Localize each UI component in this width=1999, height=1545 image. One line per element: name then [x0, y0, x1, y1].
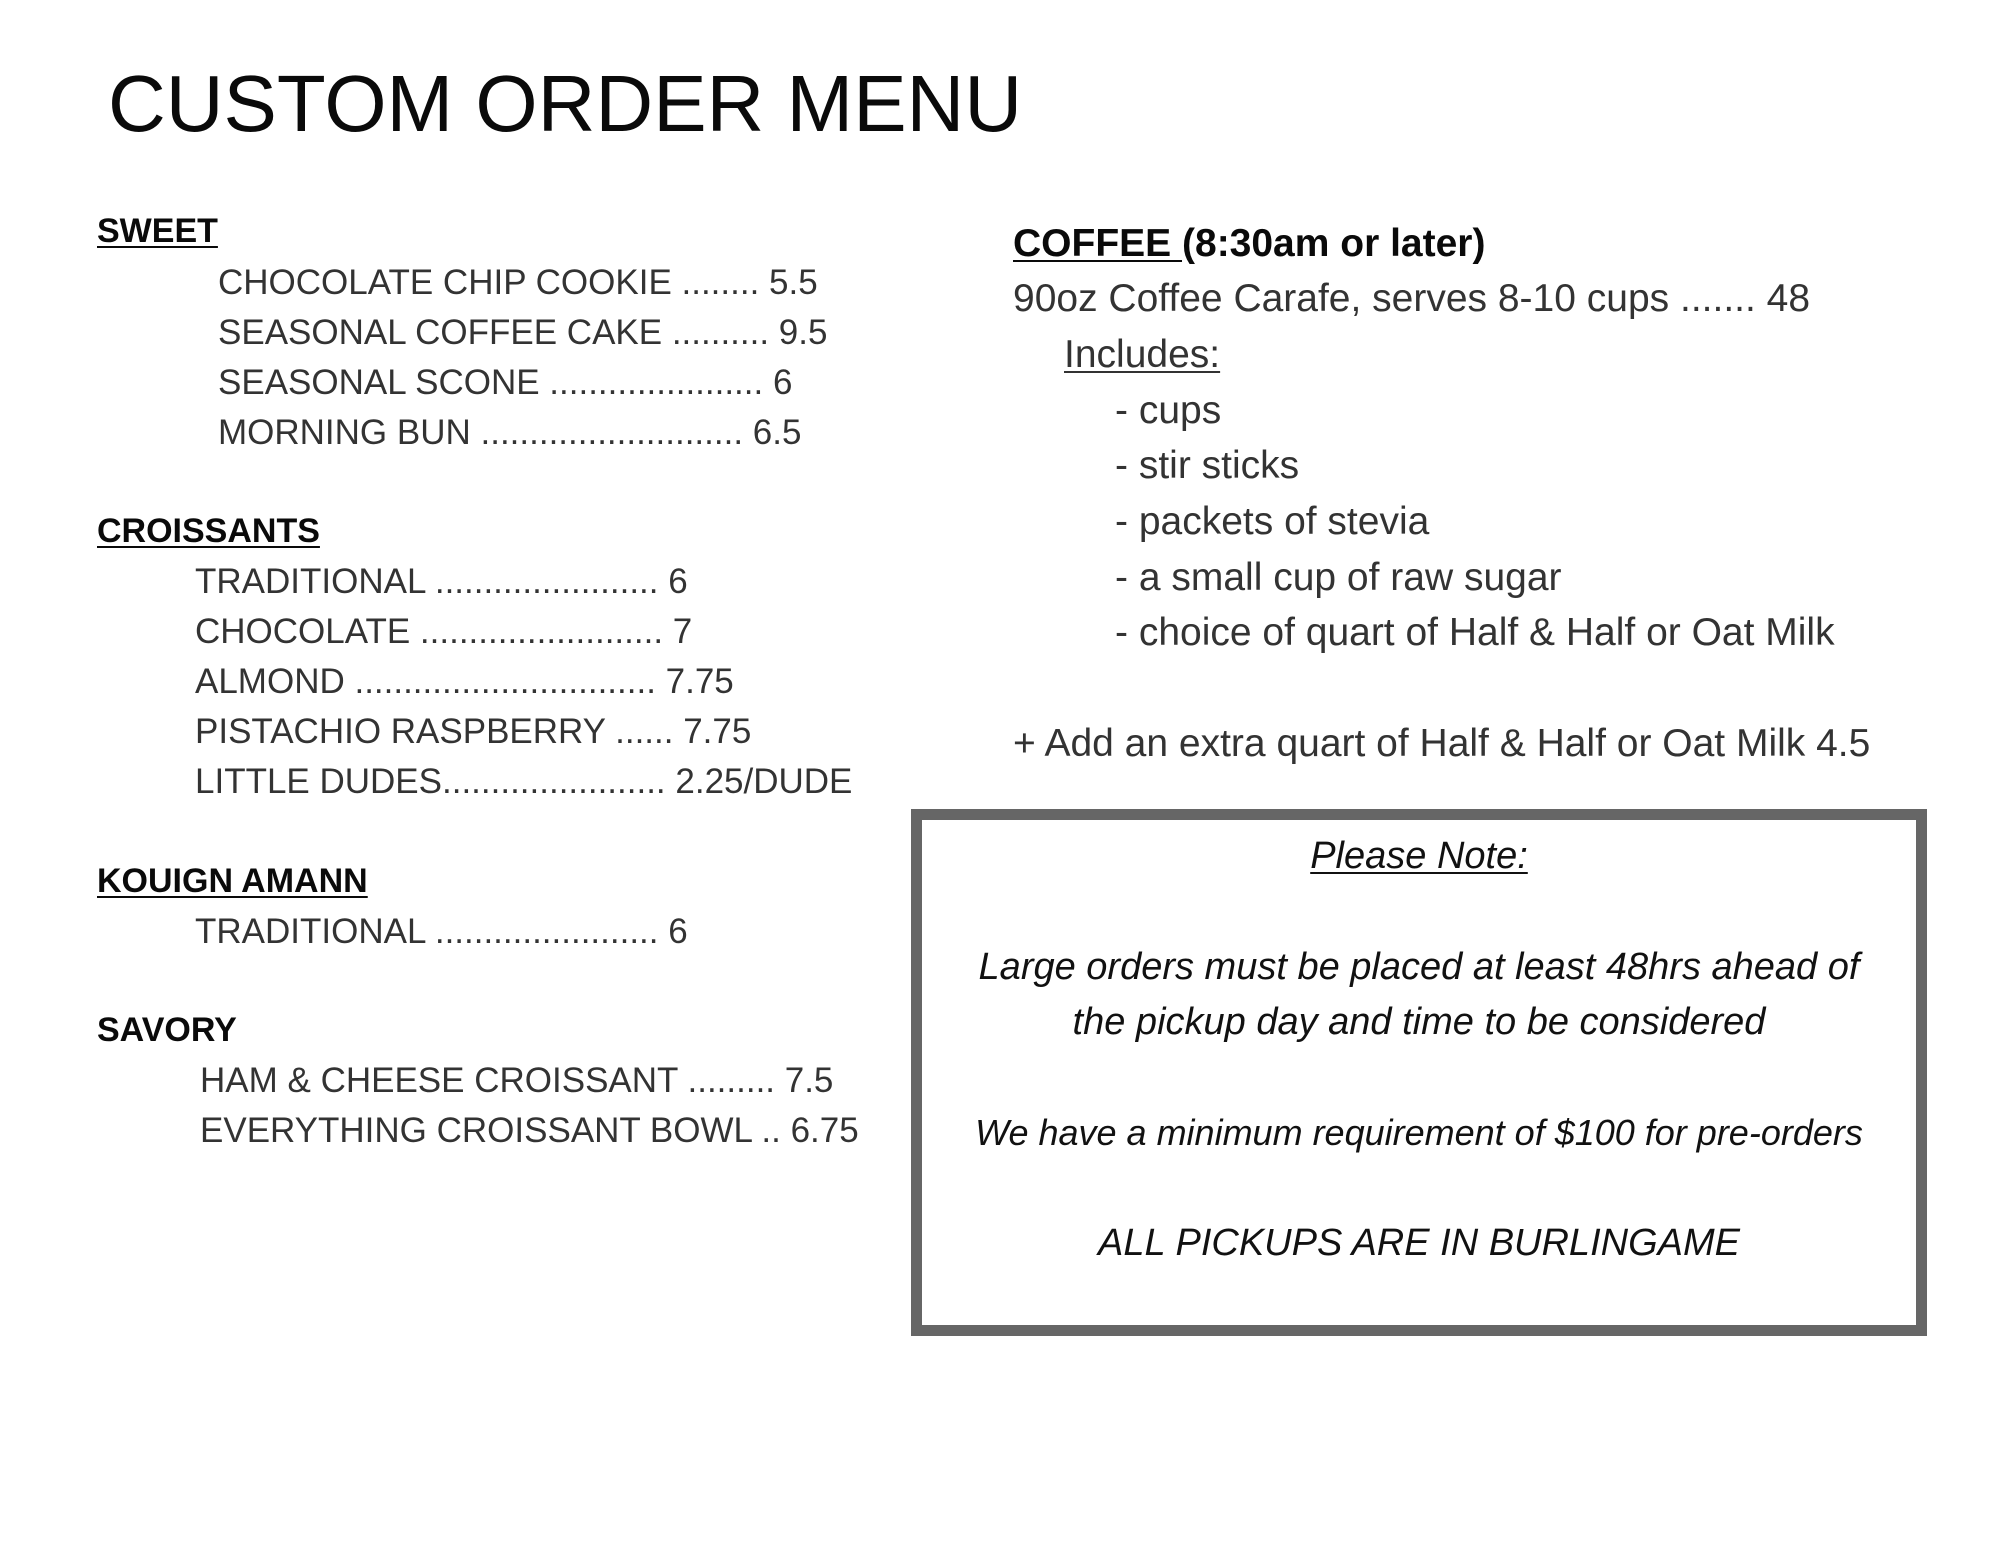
menu-item: TRADITIONAL ....................... 6 — [195, 562, 688, 601]
page-title: CUSTOM ORDER MENU — [108, 59, 1023, 148]
section-heading-savory: SAVORY — [97, 1011, 237, 1049]
coffee-heading-time: (8:30am or later) — [1182, 222, 1486, 265]
menu-item: SEASONAL COFFEE CAKE .......... 9.5 — [218, 313, 828, 352]
includes-item: - cups — [1115, 389, 1222, 432]
note-box — [911, 809, 1927, 1336]
includes-item: - packets of stevia — [1115, 500, 1430, 543]
menu-item: LITTLE DUDES....................... 2.25/DUDE — [195, 762, 853, 801]
note-line: ALL PICKUPS ARE IN BURLINGAME — [1098, 1222, 1740, 1264]
section-heading-sweet: SWEET — [97, 212, 218, 250]
coffee-heading-label: COFFEE — [1013, 222, 1183, 265]
includes-item: - stir sticks — [1115, 444, 1300, 487]
menu-item: TRADITIONAL ....................... 6 — [195, 912, 688, 951]
section-heading-kouign-amann: KOUIGN AMANN — [97, 862, 368, 900]
note-line: the pickup day and time to be considered — [1072, 1001, 1766, 1043]
menu-item: EVERYTHING CROISSANT BOWL .. 6.75 — [200, 1111, 859, 1150]
note-heading: Please Note: — [1310, 835, 1528, 877]
menu-item: CHOCOLATE CHIP COOKIE ........ 5.5 — [218, 263, 818, 302]
menu-item: ALMOND ............................... 7.75 — [195, 662, 734, 701]
menu-item: HAM & CHEESE CROISSANT ......... 7.5 — [200, 1061, 834, 1100]
note-line: Large orders must be placed at least 48hrs ahead of — [978, 946, 1860, 988]
includes-item: - a small cup of raw sugar — [1115, 556, 1562, 599]
includes-label: Includes: — [1064, 333, 1221, 376]
menu-item: MORNING BUN ........................... 6.5 — [218, 413, 802, 452]
note-line: We have a minimum requirement of $100 for pre-orders — [975, 1112, 1863, 1153]
includes-item: - choice of quart of Half & Half or Oat Milk — [1115, 611, 1835, 654]
coffee-carafe-item: 90oz Coffee Carafe, serves 8-10 cups ....... 48 — [1013, 277, 1811, 320]
section-heading-croissants: CROISSANTS — [97, 512, 320, 550]
menu-item: PISTACHIO RASPBERRY ...... 7.75 — [195, 712, 752, 751]
addon-item: + Add an extra quart of Half & Half or Oat Milk 4.5 — [1013, 722, 1871, 765]
menu-item: SEASONAL SCONE ...................... 6 — [218, 363, 793, 402]
section-heading-coffee — [1013, 222, 1485, 266]
menu-item: CHOCOLATE ......................... 7 — [195, 612, 693, 651]
